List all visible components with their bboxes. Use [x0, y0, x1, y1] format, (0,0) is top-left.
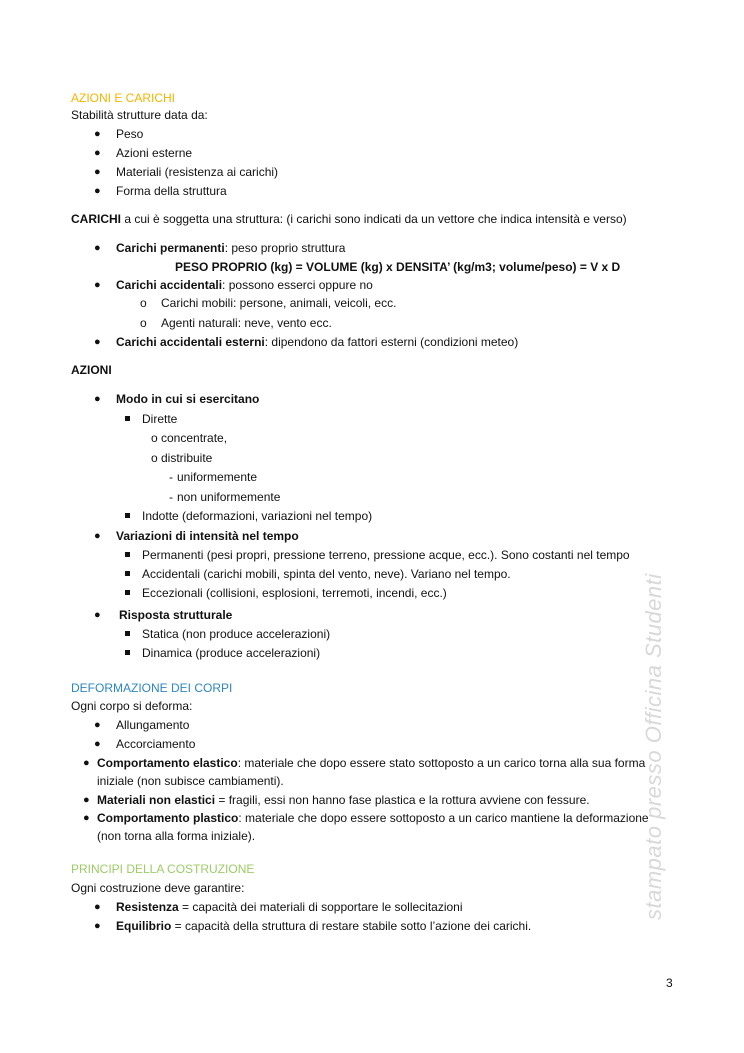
page-number: 3	[666, 976, 673, 990]
list-item: Modo in cui si esercitano	[116, 392, 260, 406]
sub-item: Eccezionali (collisioni, esplosioni, terremoti, incendi, ecc.)	[142, 586, 447, 600]
item-text: : materiale che dopo essere sottoposto a un carico mantiene la deformazione	[238, 811, 649, 825]
item-label: Resistenza	[116, 900, 179, 914]
bullet-icon: ●	[94, 128, 101, 140]
square-bullet-icon	[125, 552, 130, 557]
item-label: Carichi permanenti	[116, 241, 225, 255]
square-bullet-icon	[125, 416, 130, 421]
list-item	[97, 811, 649, 826]
bullet-icon: ●	[94, 185, 101, 197]
item-text: = capacità dei materiali di sopportare le sollecitazioni	[178, 900, 463, 914]
bullet-icon: ●	[94, 738, 101, 750]
bullet-icon: ●	[94, 336, 101, 348]
item-label: Comportamento plastico	[97, 811, 239, 825]
sub-item: Carichi mobili: persone, animali, veicoli, ecc.	[161, 296, 397, 310]
square-bullet-icon	[125, 650, 130, 655]
sub-item: Indotte (deformazioni, variazioni nel tempo)	[142, 509, 373, 523]
bullet-icon: ●	[94, 279, 101, 291]
item-label: Materiali non elastici	[97, 793, 216, 807]
square-bullet-icon	[125, 571, 130, 576]
sub-sub-sub-item: non uniformemente	[177, 490, 281, 504]
sub-sub-item: concentrate,	[161, 431, 228, 445]
list-item: Risposta strutturale	[119, 608, 233, 622]
list-item: Forma della struttura	[116, 184, 227, 198]
list-item: Allungamento	[116, 718, 190, 732]
bullet-icon: ●	[94, 393, 101, 405]
section-intro: Ogni corpo si deforma:	[71, 699, 193, 713]
sub-sub-sub-item: uniformemente	[177, 470, 258, 484]
bullet-icon: ●	[83, 794, 90, 806]
sub-item: Agenti naturali: neve, vento ecc.	[161, 316, 332, 330]
item-text: : peso proprio struttura	[224, 241, 346, 255]
sub-item: Dinamica (produce accelerazioni)	[142, 646, 321, 660]
sub-item: Accidentali (carichi mobili, spinta del vento, neve). Variano nel tempo.	[142, 567, 511, 581]
item-text: : dipendono da fattori esterni (condizioni meteo)	[264, 335, 519, 349]
bullet-icon: ●	[83, 757, 90, 769]
watermark: stampato presso Officina Studenti	[641, 573, 666, 920]
list-item: Variazioni di intensità nel tempo	[116, 529, 299, 543]
list-item	[97, 756, 645, 771]
item-text: = fragili, essi non hanno fase plastica e la rottura avviene con fessure.	[215, 793, 590, 807]
bullet-icon: ●	[94, 719, 101, 731]
list-item: Azioni esterne	[116, 146, 193, 160]
list-item-continuation: iniziale (non subisce cambiamenti).	[97, 774, 284, 788]
list-item	[116, 278, 373, 293]
list-item	[97, 793, 590, 808]
item-label: Carichi accidentali	[116, 278, 223, 292]
carichi-paragraph	[71, 212, 627, 227]
azioni-title: AZIONI	[71, 363, 112, 377]
item-label: Comportamento elastico	[97, 756, 238, 770]
square-bullet-icon	[125, 590, 130, 595]
section-title-azioni-carichi: AZIONI E CARICHI	[71, 91, 176, 105]
dash-icon: -	[169, 490, 173, 504]
square-bullet-icon	[125, 513, 130, 518]
list-item	[116, 335, 518, 350]
square-bullet-icon	[125, 631, 130, 636]
sub-item: Statica (non produce accelerazioni)	[142, 627, 331, 641]
bullet-icon: ●	[94, 530, 101, 542]
list-item-continuation: (non torna alla forma iniziale).	[97, 829, 256, 843]
list-item	[116, 241, 345, 256]
bullet-icon: ●	[94, 166, 101, 178]
carichi-text: a cui è soggetta una struttura: (i carichi sono indicati da un vettore che indica intensità e verso)	[121, 212, 627, 226]
list-item	[116, 919, 531, 934]
bullet-icon: ●	[94, 242, 101, 254]
item-label: Carichi accidentali esterni	[116, 335, 265, 349]
section-intro: Stabilità strutture data da:	[71, 108, 208, 122]
dash-icon: -	[169, 470, 173, 484]
carichi-label: CARICHI	[71, 212, 121, 226]
section-intro: Ogni costruzione deve garantire:	[71, 881, 245, 895]
bullet-icon: ●	[94, 901, 101, 913]
item-label: Equilibrio	[116, 919, 172, 933]
list-item: Accorciamento	[116, 737, 196, 751]
sub-item: Permanenti (pesi propri, pressione terreno, pressione acque, ecc.). Sono costanti nel tempo	[142, 548, 630, 562]
bullet-icon: ●	[94, 609, 101, 621]
item-text: = capacità della struttura di restare stabile sotto l’azione dei carichi.	[171, 919, 532, 933]
section-title-principi: PRINCIPI DELLA COSTRUZIONE	[71, 862, 255, 876]
circle-bullet-icon: o	[140, 316, 147, 330]
list-item	[116, 900, 463, 915]
item-text: : possono esserci oppure no	[222, 278, 373, 292]
formula-peso-proprio: PESO PROPRIO (kg) = VOLUME (kg) x DENSITA’ (kg/m3; volume/peso) = V x D	[175, 260, 621, 274]
circle-bullet-icon: o	[151, 451, 158, 465]
sub-item: Dirette	[142, 412, 178, 426]
circle-bullet-icon: o	[140, 296, 147, 310]
section-title-deformazione: DEFORMAZIONE DEI CORPI	[71, 681, 233, 695]
sub-sub-item: distribuite	[161, 451, 213, 465]
item-text: : materiale che dopo essere stato sottoposto a un carico torna alla sua forma	[237, 756, 646, 770]
list-item: Peso	[116, 127, 144, 141]
circle-bullet-icon: o	[151, 431, 158, 445]
bullet-icon: ●	[94, 920, 101, 932]
bullet-icon: ●	[94, 147, 101, 159]
bullet-icon: ●	[83, 812, 90, 824]
list-item: Materiali (resistenza ai carichi)	[116, 165, 279, 179]
